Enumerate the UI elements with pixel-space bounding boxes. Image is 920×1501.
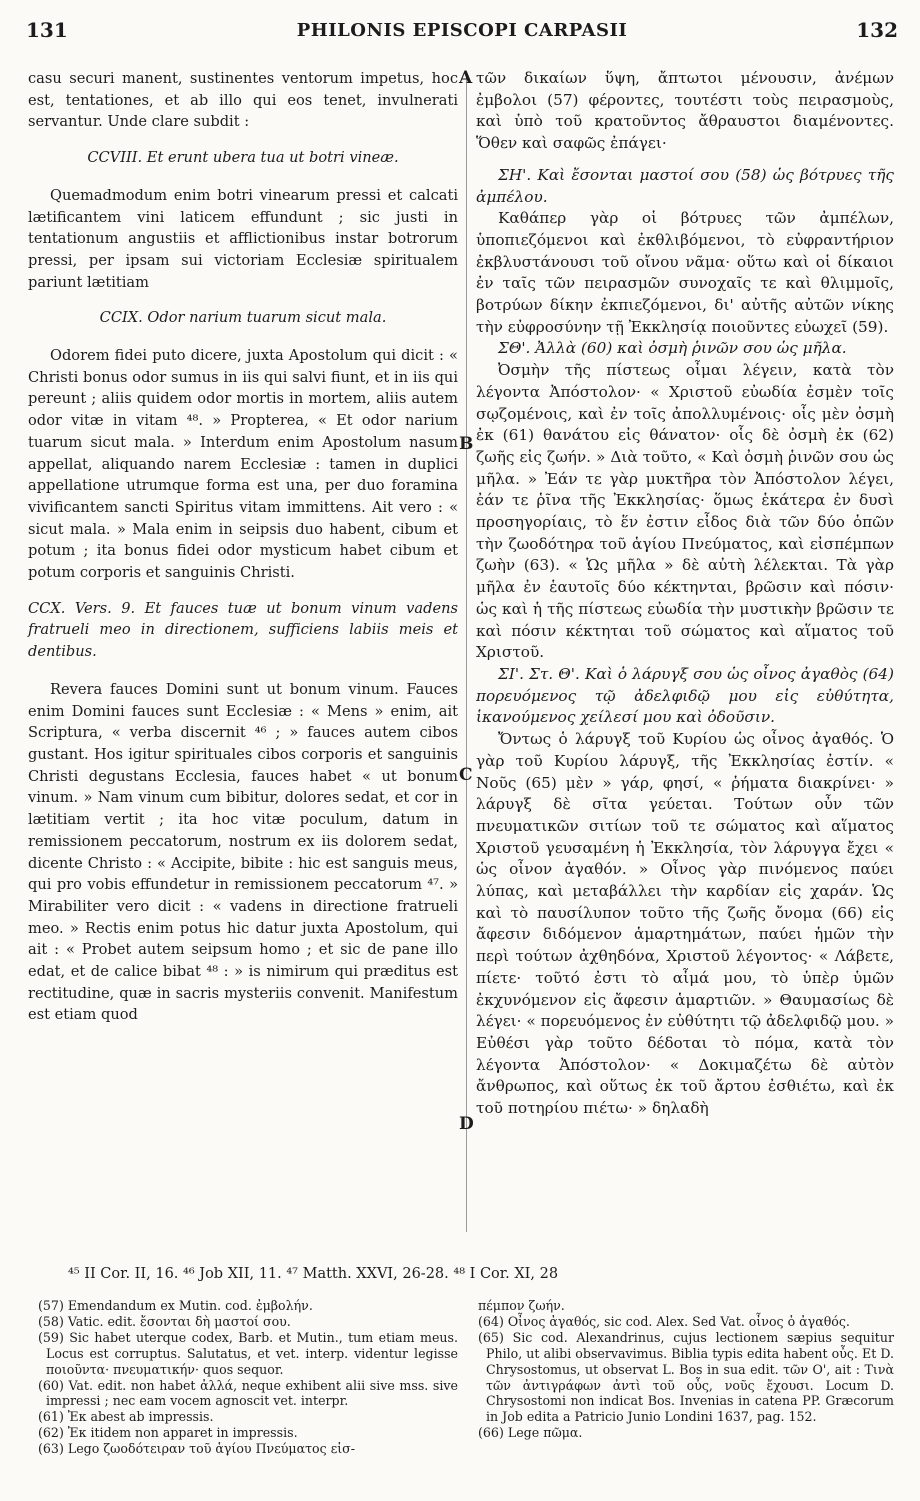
greek-paragraph: Καθάπερ γὰρ οἱ βότρυες τῶν ἀμπέλων, ὑποπιεζόμενοι καὶ ἐκθλιβόμενοι, τὸ εὐφραντήριον ἐκβλυστάνουσι τοῦ οἴνου νᾶμα· οὕτω καὶ οἱ δίκαιοι ἐν ταῖς τῶν πειρασμῶν συνοχαῖς τε καὶ θλιμμοῖς, βοτρύων δίκην ἐκπιεζόμενοι, δι' αὐτῆς αὐτῶν νίκης τὴν εὐφροσύνην τῇ Ἐκκλησίᾳ ποιοῦντες εὐωχεῖ (59). xyxy=(476,209,894,336)
margin-letter-a: A xyxy=(459,68,473,88)
heading-text: CCX. Vers. 9. Et fauces tuæ ut bonum vinum vadens fratrueli meo in directionem, sufficiens labiis meis et dentibus. xyxy=(28,599,458,661)
section-heading-ccix xyxy=(28,307,458,329)
section-heading-sigma-eta xyxy=(476,165,894,208)
footnote: (64) Οἶνος ἀγαθός, sic cod. Alex. Sed Vat. οἶνος ὁ ἀγαθός. xyxy=(478,1313,850,1329)
greek-paragraph: Ὄντως ὁ λάρυγξ τοῦ Κυρίου ὡς οἶνος ἀγαθός. Ὁ γὰρ τοῦ Κυρίου λάρυγξ, τῆς Ἐκκλησίας ἐστίν. « Νοῦς (65) μὲν » γάρ, φησί, « ῥήματα διακρίνει· » λάρυγξ δὲ σῖτα γεύεται. Τούτων οὖν τῶν πνευματικῶν σιτίων τοῦ τε σώματος καὶ αἵματος Χριστοῦ γευσαμένη ἡ Ἐκκλησία, τὸν λάρυγγα ἔχει « ὡς οἶνον ἀγαθόν. » Οἶνος γὰρ πινόμενος παύει λύπας, καὶ μεταβάλλει τὴν καρδίαν εἰς χαράν. Ὡς καὶ τὸ παυσίλυπον τοῦτο τῆς ζωῆς ὄνομα (66) εἰς ἄφεσιν διδόμενον ἁμαρτημάτων, παύει ἡμῶν τὴν περὶ τούτων ἀχθηδόνα, Χριστοῦ λέγοντος· « Λάβετε, πίετε· τοῦτό ἐστι τὸ αἷμά μου, τὸ ὑπὲρ ὑμῶν ἐκχυνόμενον εἰς ἄφεσιν ἁμαρτιῶν. » Θαυμασίως δὲ λέγει· « πορευόμενος ἐν εὐθύτητι τῷ ἀδελφιδῷ μου. » Εὐθέσι γὰρ τοῦτο δέδοται τὸ πόμα, κατὰ τὸν λέγοντα Ἀπόστολον· « Δοκιμαζέτω δὲ αὐτὸν ἄνθρωπος, καὶ οὕτως ἐκ τοῦ ἄρτου ἐσθιέτω, καὶ ἐκ τοῦ ποτηρίου πιέτω· » δηλαδὴ xyxy=(476,730,894,1118)
page-number-left: 131 xyxy=(26,18,68,42)
running-header xyxy=(26,18,898,52)
greek-paragraph: Ὀσμὴν τῆς πίστεως οἶμαι λέγειν, κατὰ τὸν λέγοντα Ἀπόστολον· « Χριστοῦ εὐωδία ἐσμὲν τοῖς σῳζομένοις, καὶ ἐν τοῖς ἀπολλυμένοις· οἷς μὲν ὀσμὴ ἐκ (61) θανάτου εἰς θάνατον· οἷς δὲ ὀσμὴ ἐκ (62) ζωῆς εἰς ζωήν. » Διὰ τοῦτο, « Καὶ ὀσμὴ ῥινῶν σου ὡς μῆλα. » Ἐάν τε γὰρ μυκτῆρα τὸν Ἀπόστολον λέγει, ἐάν τε ῥῖνα τῆς Ἐκκλησίας· ὅμως ἑκάτερα ἐν δυσὶ προσηγορίαις, τὸ ἕν ἐστιν εἶδος διὰ τῶν δύο ὀπῶν τὴν ζωοδότηρα τοῦ ἁγίου Πνεύματος, καὶ εἰσπέμπων ζωὴν (63). « Ὡς μῆλα » δὲ αὐτὴ λέλεκται. Τὰ γὰρ μῆλα ἐν ἑαυτοῖς δύο κέκτηνται, βρῶσιν καὶ πόσιν· ὡς καὶ ἡ τῆς πίστεως εὐωδία τὴν μυστικὴν βρῶσιν τε καὶ πόσιν κέκτηται τοῦ σώματος καὶ αἵματος τοῦ Χριστοῦ. xyxy=(476,361,894,662)
footnote: (60) Vat. edit. non habet ἀλλά, neque exhibent alii sive mss. sive impressi ; nec eam vocem agnoscit vet. interpr. xyxy=(38,1377,458,1409)
latin-paragraph: Odorem fidei puto dicere, juxta Apostolum qui dicit : « Christi bonus odor sumus in iis qui salvi fiunt, et in iis qui pereunt ; aliis quidem odor mortis in mortem, aliis autem odor vitæ in vitam ⁴⁸. » Propterea, « Et odor narium tuarum sicut mala. » Interdum enim Apostolum nasum appellat, aliquando narem Ecclesiæ : tamen in duplici appellatione utrumque forma est una, per duo foramina vivificantem sancti Spiritus vitam immittens. Ait vero : « sicut mala. » Mala enim in seipsis duo habent, cibum et potum ; ita bonus fidei odor mysticum habet cibum et potum corporis et sanguinis Christi. xyxy=(28,347,458,582)
footnote: (61) Ἐκ abest ab impressis. xyxy=(38,1409,214,1425)
latin-column xyxy=(28,68,458,1026)
footnote: (59) Sic habet uterque codex, Barb. et Mutin., tum etiam meus. Locus est corruptus. Salutatus, et vet. interp. videntur legisse ποιοῦντα· πνευματικήν· quos sequor. xyxy=(38,1329,458,1377)
section-heading-ccviii xyxy=(28,147,458,169)
margin-letter-c: C xyxy=(459,765,473,785)
greek-paragraph: τῶν δικαίων ὕψη, ἄπτωτοι μένουσιν, ἀνέμων ἐμβολοι (57) φέροντες, τουτέστι τοὺς πειρασμοὺς, καὶ ὑπὸ τοῦ κρατοῦντος ἄθραυστοι διαμένοντες. Ὅθεν καὶ σαφῶς ἐπάγει· xyxy=(476,69,894,153)
margin-letter-b: B xyxy=(459,434,474,454)
heading-text: ΣΙ'. Στ. Θ'. Καὶ ὁ λάρυγξ σου ὡς οἶνος ἀγαθὸς (64) πορευόμενος τῷ ἀδελφιδῷ μου εἰς εὐθύτητα, ἱκανούμενος χείλεσί μου καὶ ὀδοῦσιν. xyxy=(476,664,894,727)
latin-paragraph: casu securi manent, sustinentes ventorum impetus, hoc est, tentationes, et ab illo qui eos tenet, invulnerati servantur. Unde clare subdit : xyxy=(28,70,458,131)
footnote: (57) Emendandum ex Mutin. cod. ἐμβολήν. xyxy=(38,1298,313,1313)
footnote: (62) Ἐκ itidem non apparet in impressis. xyxy=(38,1425,298,1441)
footnote: πέμπον ζωήν. xyxy=(478,1298,565,1313)
footnotes-right xyxy=(478,1298,894,1441)
section-heading-sigma-theta xyxy=(476,338,894,360)
footnote: (65) Sic cod. Alexandrinus, cujus lectionem sæpius sequitur Philo, ut alibi observavimus. Biblia typis edita habent οὖς. Et D. Chrysostomus, ut observat L. Bos in sua edit. τῶν Ο', ait : Τινὰ τῶν ἀντιγράφων ἀντὶ τοῦ οὖς, νοῦς ἔχουσι. Locum D. Chrysostomi non indicat Bos. Invenias in catena PP. Græcorum in Job edita a Patricio Junio Londini 1637, pag. 152. xyxy=(478,1329,894,1425)
latin-paragraph: Revera fauces Domini sunt ut bonum vinum. Fauces enim Domini fauces sunt Ecclesiæ : « Mens » enim, ait Scriptura, « verba discernit ⁴⁶ ; » fauces autem cibos gustant. Hos igitur spirituales cibos corporis et sanguinis Christi degustans Ecclesia, fauces habet « ut bonum vinum. » Nam vinum cum bibitur, dolores sedat, et cor in lætitiam vertit ; ita hoc vitæ poculum, datum in remissionem peccatorum, nostrum ex iis dolorem sedat, dicente Christo : « Accipite, bibite : hic est sanguis meus, qui pro vobis effundetur in remissionem peccatorum ⁴⁷. » Mirabiliter vero dicit : « vadens in directione fratrueli meo. » Rectis enim potus hic datur juxta Apostolum, qui ait : « Probet autem seipsum homo ; et sic de pane illo edat, et de calice bibat ⁴⁸ : » is nimirum qui præditus est rectitudine, quæ in sacris mysteriis convenit. Manifestum est etiam quod xyxy=(28,680,458,1024)
heading-text: ΣΗ'. Καὶ ἔσονται μαστοί σου (58) ὡς βότρυες τῆς ἀμπέλου. xyxy=(476,165,894,206)
scripture-references: ⁴⁵ II Cor. II, 16. ⁴⁶ Job XII, 11. ⁴⁷ Matth. XXVI, 26-28. ⁴⁸ I Cor. XI, 28 xyxy=(68,1266,559,1282)
running-title: PHILONIS EPISCOPI CARPASII xyxy=(296,20,628,41)
latin-paragraph: Quemadmodum enim botri vinearum pressi et calcati lætificantem vini laticem effundunt ; sic justi in tentationum angustiis et afflictionibus instar botrorum pressi, per ipsam sui victoriam Ecclesiæ spiritualem pariunt lætitiam xyxy=(28,186,458,291)
margin-letter-d: D xyxy=(459,1114,474,1134)
footnote: (66) Lege πῶμα. xyxy=(478,1425,583,1441)
heading-text: CCIX. Odor narium tuarum sicut mala. xyxy=(99,309,387,327)
section-heading-sigma-iota xyxy=(476,664,894,729)
heading-text: ΣΘ'. Ἀλλὰ (60) καὶ ὀσμὴ ῥινῶν σου ὡς μῆλα. xyxy=(498,339,847,358)
section-heading-ccx xyxy=(28,598,458,663)
column-divider xyxy=(466,72,467,1232)
footnote: (63) Lego ζωοδότειραν τοῦ ἁγίου Πνεύματος εἰσ- xyxy=(38,1441,356,1457)
heading-text: CCVIII. Et erunt ubera tua ut botri vineæ. xyxy=(87,149,399,167)
footnote: (58) Vatic. edit. ἔσονται δὴ μαστοί σου. xyxy=(38,1313,291,1329)
footnotes-left xyxy=(38,1298,458,1457)
page-number-right: 132 xyxy=(856,18,898,42)
greek-column xyxy=(476,68,894,1120)
